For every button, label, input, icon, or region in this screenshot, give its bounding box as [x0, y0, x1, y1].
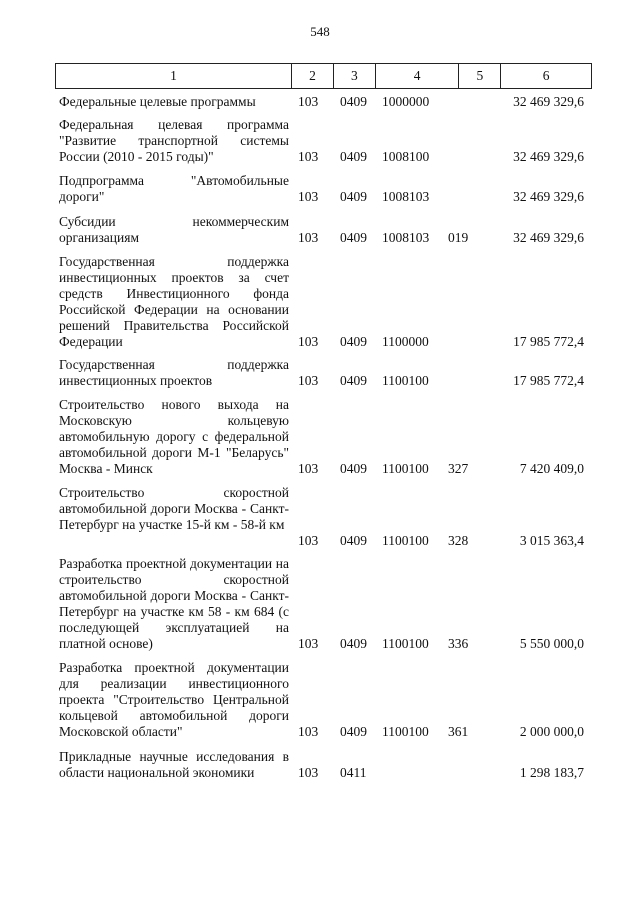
cell-col4: 1008103	[382, 189, 430, 204]
column-header-5: 5	[459, 64, 501, 88]
cell-col6: 3 015 363,4	[519, 533, 584, 548]
cell-col3: 0411	[340, 765, 367, 780]
cell-col4: 1100000	[382, 334, 429, 349]
table-row	[57, 254, 592, 350]
cell-col6: 32 469 329,6	[513, 149, 584, 164]
cell-col4: 1100100	[382, 373, 429, 388]
cell-col3: 0409	[340, 636, 367, 651]
row-description: Прикладные научные исследования в области национальной экономики	[59, 749, 289, 780]
row-description: Разработка проектной документации для реализации инвестиционного проекта "Строительство Центральной кольцевой автомобильной дороги Московской области"	[59, 660, 289, 739]
cell-col2: 103	[298, 230, 319, 245]
table-header	[55, 63, 592, 89]
row-description: Подпрограмма "Автомобильные дороги"	[59, 173, 289, 204]
row-description: Разработка проектной документации на строительство скоростной автомобильной дороги Москва - Санкт-Петербург на участке км 58 - км 684 (с последующей эксплуатацией на платной основе)	[59, 556, 289, 651]
cell-col6: 2 000 000,0	[519, 724, 584, 739]
cell-col4: 1008103	[382, 230, 430, 245]
table-row	[57, 660, 592, 740]
cell-col6: 32 469 329,6	[513, 94, 584, 109]
table-row	[57, 749, 592, 781]
cell-col4: 1008100	[382, 149, 430, 164]
cell-col4: 1000000	[382, 94, 430, 109]
cell-col6: 5 550 000,0	[519, 636, 584, 651]
cell-col3: 0409	[340, 373, 367, 388]
row-description: Субсидии некоммерческим организациям	[59, 214, 289, 245]
cell-col5: 361	[448, 724, 469, 739]
cell-col6: 1 298 183,7	[519, 765, 584, 780]
cell-col6: 17 985 772,4	[513, 373, 584, 388]
row-description: Государственная поддержка инвестиционных проектов	[59, 357, 289, 388]
table-row	[57, 556, 592, 652]
row-description: Строительство скоростной автомобильной дороги Москва - Санкт-Петербург на участке 15-й км - 58-й км	[59, 485, 289, 532]
column-header-4: 4	[376, 64, 460, 88]
cell-col4: 1100100	[382, 636, 429, 651]
table-row	[57, 397, 592, 477]
row-description: Государственная поддержка инвестиционных проектов за счет средств Инвестиционного фонда Российской Федерации на основании решений Правительства Российской Федерации	[59, 254, 289, 349]
cell-col2: 103	[298, 724, 319, 739]
table-row	[57, 117, 592, 165]
cell-col6: 7 420 409,0	[519, 461, 584, 476]
column-header-3: 3	[334, 64, 376, 88]
cell-col3: 0409	[340, 533, 367, 548]
column-header-1: 1	[56, 64, 292, 88]
cell-col2: 103	[298, 94, 319, 109]
page-number: 548	[310, 24, 330, 39]
table-row	[57, 485, 592, 549]
table-row	[57, 94, 592, 110]
column-header-2: 2	[292, 64, 334, 88]
cell-col3: 0409	[340, 149, 367, 164]
cell-col2: 103	[298, 765, 319, 780]
cell-col3: 0409	[340, 94, 367, 109]
cell-col3: 0409	[340, 461, 367, 476]
cell-col2: 103	[298, 373, 319, 388]
cell-col6: 32 469 329,6	[513, 189, 584, 204]
cell-col2: 103	[298, 149, 319, 164]
row-description: Федеральная целевая программа "Развитие транспортной системы России (2010 - 2015 годы)"	[59, 117, 289, 164]
cell-col3: 0409	[340, 334, 367, 349]
cell-col2: 103	[298, 189, 319, 204]
cell-col4: 1100100	[382, 533, 429, 548]
table-row	[57, 214, 592, 246]
row-description: Федеральные целевые программы	[59, 94, 256, 109]
cell-col2: 103	[298, 636, 319, 651]
cell-col2: 103	[298, 334, 319, 349]
cell-col4: 1100100	[382, 461, 429, 476]
cell-col3: 0409	[340, 230, 367, 245]
cell-col5: 019	[448, 230, 469, 245]
cell-col6: 17 985 772,4	[513, 334, 584, 349]
cell-col4: 1100100	[382, 724, 429, 739]
cell-col6: 32 469 329,6	[513, 230, 584, 245]
cell-col3: 0409	[340, 189, 367, 204]
cell-col3: 0409	[340, 724, 367, 739]
cell-col5: 328	[448, 533, 469, 548]
table-row	[57, 173, 592, 205]
cell-col5: 336	[448, 636, 469, 651]
table-row	[57, 357, 592, 389]
cell-col2: 103	[298, 461, 319, 476]
row-description: Строительство нового выхода на Московскую кольцевую автомобильную дорогу с федеральной автомобильной дороги М-1 "Беларусь" Москва - Минск	[59, 397, 289, 476]
column-header-6: 6	[542, 68, 550, 83]
cell-col2: 103	[298, 533, 319, 548]
cell-col5: 327	[448, 461, 469, 476]
